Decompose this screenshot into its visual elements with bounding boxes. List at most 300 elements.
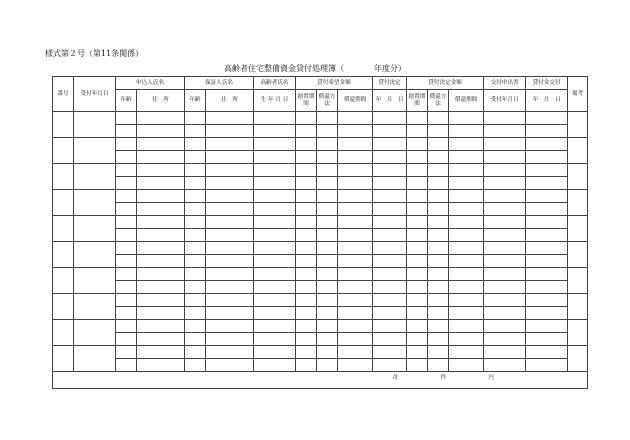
record-cell[interactable] <box>338 112 373 125</box>
record-cell[interactable] <box>185 333 206 346</box>
record-cell[interactable] <box>116 307 137 320</box>
record-cell[interactable] <box>526 151 568 164</box>
record-cell[interactable] <box>206 138 254 151</box>
record-cell[interactable] <box>185 229 206 242</box>
record-cell[interactable] <box>206 320 254 333</box>
record-cell[interactable] <box>137 229 185 242</box>
record-cell[interactable] <box>317 164 338 177</box>
record-cell[interactable] <box>373 112 407 125</box>
record-cell[interactable] <box>484 242 526 255</box>
record-remarks-cell[interactable] <box>568 138 588 164</box>
record-cell[interactable] <box>373 151 407 164</box>
record-cell[interactable] <box>137 307 185 320</box>
record-cell[interactable] <box>407 294 428 307</box>
record-cell[interactable] <box>526 307 568 320</box>
record-cell[interactable] <box>338 307 373 320</box>
record-cell[interactable] <box>185 151 206 164</box>
record-cell[interactable] <box>526 346 568 359</box>
record-cell[interactable] <box>137 294 185 307</box>
record-cell[interactable] <box>254 242 296 255</box>
record-no-cell[interactable] <box>53 138 74 164</box>
record-cell[interactable] <box>449 164 484 177</box>
record-cell[interactable] <box>317 281 338 294</box>
record-cell[interactable] <box>484 346 526 359</box>
record-cell[interactable] <box>137 203 185 216</box>
record-no-cell[interactable] <box>53 346 74 372</box>
record-cell[interactable] <box>526 164 568 177</box>
record-received-date-cell[interactable] <box>74 216 116 242</box>
record-cell[interactable] <box>137 255 185 268</box>
record-cell[interactable] <box>206 359 254 372</box>
record-no-cell[interactable] <box>53 216 74 242</box>
record-cell[interactable] <box>484 333 526 346</box>
record-cell[interactable] <box>526 294 568 307</box>
record-cell[interactable] <box>526 281 568 294</box>
record-cell[interactable] <box>449 125 484 138</box>
record-cell[interactable] <box>137 177 185 190</box>
record-received-date-cell[interactable] <box>74 294 116 320</box>
record-cell[interactable] <box>317 294 338 307</box>
record-remarks-cell[interactable] <box>568 190 588 216</box>
record-cell[interactable] <box>449 320 484 333</box>
record-cell[interactable] <box>254 268 296 281</box>
record-cell[interactable] <box>116 190 137 203</box>
record-cell[interactable] <box>373 229 407 242</box>
record-cell[interactable] <box>206 242 254 255</box>
record-cell[interactable] <box>296 346 317 359</box>
record-cell[interactable] <box>373 307 407 320</box>
record-cell[interactable] <box>317 112 338 125</box>
record-cell[interactable] <box>526 190 568 203</box>
record-cell[interactable] <box>338 359 373 372</box>
record-cell[interactable] <box>317 346 338 359</box>
record-cell[interactable] <box>137 125 185 138</box>
record-cell[interactable] <box>296 307 317 320</box>
record-cell[interactable] <box>116 320 137 333</box>
record-cell[interactable] <box>137 216 185 229</box>
record-cell[interactable] <box>373 333 407 346</box>
record-cell[interactable] <box>338 333 373 346</box>
record-cell[interactable] <box>526 333 568 346</box>
record-remarks-cell[interactable] <box>568 112 588 138</box>
record-cell[interactable] <box>407 307 428 320</box>
record-no-cell[interactable] <box>53 242 74 268</box>
record-cell[interactable] <box>185 307 206 320</box>
record-cell[interactable] <box>449 229 484 242</box>
record-cell[interactable] <box>428 307 449 320</box>
record-cell[interactable] <box>317 125 338 138</box>
record-cell[interactable] <box>137 151 185 164</box>
record-cell[interactable] <box>449 216 484 229</box>
record-cell[interactable] <box>296 281 317 294</box>
record-cell[interactable] <box>526 242 568 255</box>
record-cell[interactable] <box>185 177 206 190</box>
record-cell[interactable] <box>484 359 526 372</box>
record-cell[interactable] <box>338 216 373 229</box>
record-cell[interactable] <box>185 346 206 359</box>
record-cell[interactable] <box>116 346 137 359</box>
record-cell[interactable] <box>373 216 407 229</box>
record-cell[interactable] <box>185 294 206 307</box>
record-cell[interactable] <box>338 346 373 359</box>
record-cell[interactable] <box>116 281 137 294</box>
record-cell[interactable] <box>116 229 137 242</box>
record-cell[interactable] <box>317 268 338 281</box>
record-cell[interactable] <box>407 255 428 268</box>
record-cell[interactable] <box>206 346 254 359</box>
record-cell[interactable] <box>484 190 526 203</box>
record-cell[interactable] <box>206 268 254 281</box>
record-cell[interactable] <box>526 138 568 151</box>
record-cell[interactable] <box>428 229 449 242</box>
record-cell[interactable] <box>254 229 296 242</box>
record-cell[interactable] <box>449 281 484 294</box>
record-cell[interactable] <box>449 359 484 372</box>
record-received-date-cell[interactable] <box>74 138 116 164</box>
record-cell[interactable] <box>407 203 428 216</box>
record-received-date-cell[interactable] <box>74 190 116 216</box>
record-cell[interactable] <box>185 190 206 203</box>
record-cell[interactable] <box>428 190 449 203</box>
record-cell[interactable] <box>317 333 338 346</box>
record-cell[interactable] <box>338 203 373 216</box>
record-cell[interactable] <box>526 229 568 242</box>
record-received-date-cell[interactable] <box>74 320 116 346</box>
record-cell[interactable] <box>428 164 449 177</box>
record-cell[interactable] <box>484 125 526 138</box>
record-cell[interactable] <box>428 281 449 294</box>
record-remarks-cell[interactable] <box>568 242 588 268</box>
record-cell[interactable] <box>116 216 137 229</box>
record-cell[interactable] <box>116 125 137 138</box>
record-received-date-cell[interactable] <box>74 268 116 294</box>
record-received-date-cell[interactable] <box>74 164 116 190</box>
record-cell[interactable] <box>254 333 296 346</box>
record-remarks-cell[interactable] <box>568 346 588 372</box>
record-cell[interactable] <box>449 190 484 203</box>
record-cell[interactable] <box>373 346 407 359</box>
record-cell[interactable] <box>206 255 254 268</box>
record-cell[interactable] <box>137 281 185 294</box>
record-cell[interactable] <box>317 177 338 190</box>
record-cell[interactable] <box>206 125 254 138</box>
record-cell[interactable] <box>526 320 568 333</box>
record-cell[interactable] <box>185 242 206 255</box>
record-cell[interactable] <box>373 255 407 268</box>
record-cell[interactable] <box>449 112 484 125</box>
record-cell[interactable] <box>254 320 296 333</box>
record-cell[interactable] <box>484 164 526 177</box>
record-cell[interactable] <box>407 164 428 177</box>
record-cell[interactable] <box>338 125 373 138</box>
record-cell[interactable] <box>317 359 338 372</box>
record-cell[interactable] <box>428 177 449 190</box>
record-cell[interactable] <box>338 151 373 164</box>
record-cell[interactable] <box>484 281 526 294</box>
record-cell[interactable] <box>449 307 484 320</box>
record-cell[interactable] <box>317 229 338 242</box>
record-cell[interactable] <box>428 359 449 372</box>
record-cell[interactable] <box>338 320 373 333</box>
record-cell[interactable] <box>449 203 484 216</box>
record-cell[interactable] <box>526 112 568 125</box>
record-cell[interactable] <box>296 164 317 177</box>
record-cell[interactable] <box>449 151 484 164</box>
record-cell[interactable] <box>484 138 526 151</box>
record-cell[interactable] <box>185 320 206 333</box>
record-cell[interactable] <box>296 125 317 138</box>
record-cell[interactable] <box>484 307 526 320</box>
record-cell[interactable] <box>373 164 407 177</box>
record-cell[interactable] <box>185 359 206 372</box>
record-cell[interactable] <box>428 294 449 307</box>
record-cell[interactable] <box>428 242 449 255</box>
record-cell[interactable] <box>484 229 526 242</box>
record-cell[interactable] <box>373 268 407 281</box>
record-cell[interactable] <box>296 138 317 151</box>
record-cell[interactable] <box>137 333 185 346</box>
record-cell[interactable] <box>206 281 254 294</box>
record-cell[interactable] <box>407 359 428 372</box>
record-cell[interactable] <box>407 112 428 125</box>
record-cell[interactable] <box>449 346 484 359</box>
record-cell[interactable] <box>116 151 137 164</box>
record-cell[interactable] <box>137 268 185 281</box>
record-cell[interactable] <box>254 138 296 151</box>
record-cell[interactable] <box>526 216 568 229</box>
record-cell[interactable] <box>254 281 296 294</box>
record-cell[interactable] <box>116 242 137 255</box>
record-cell[interactable] <box>116 112 137 125</box>
record-cell[interactable] <box>484 268 526 281</box>
record-cell[interactable] <box>254 190 296 203</box>
record-cell[interactable] <box>206 229 254 242</box>
record-cell[interactable] <box>185 281 206 294</box>
record-cell[interactable] <box>317 151 338 164</box>
record-cell[interactable] <box>526 125 568 138</box>
record-cell[interactable] <box>116 268 137 281</box>
record-cell[interactable] <box>407 268 428 281</box>
record-cell[interactable] <box>484 151 526 164</box>
record-cell[interactable] <box>338 281 373 294</box>
record-cell[interactable] <box>407 333 428 346</box>
record-cell[interactable] <box>317 138 338 151</box>
record-no-cell[interactable] <box>53 268 74 294</box>
record-cell[interactable] <box>407 177 428 190</box>
record-cell[interactable] <box>296 242 317 255</box>
record-cell[interactable] <box>116 203 137 216</box>
record-cell[interactable] <box>206 190 254 203</box>
record-cell[interactable] <box>296 112 317 125</box>
record-cell[interactable] <box>407 138 428 151</box>
record-cell[interactable] <box>373 320 407 333</box>
record-remarks-cell[interactable] <box>568 164 588 190</box>
record-cell[interactable] <box>449 242 484 255</box>
record-remarks-cell[interactable] <box>568 320 588 346</box>
record-cell[interactable] <box>116 177 137 190</box>
record-cell[interactable] <box>449 138 484 151</box>
record-cell[interactable] <box>296 268 317 281</box>
record-no-cell[interactable] <box>53 320 74 346</box>
record-remarks-cell[interactable] <box>568 216 588 242</box>
record-no-cell[interactable] <box>53 294 74 320</box>
record-no-cell[interactable] <box>53 190 74 216</box>
record-cell[interactable] <box>484 320 526 333</box>
record-cell[interactable] <box>526 177 568 190</box>
record-cell[interactable] <box>137 164 185 177</box>
record-cell[interactable] <box>407 125 428 138</box>
record-cell[interactable] <box>116 294 137 307</box>
record-no-cell[interactable] <box>53 164 74 190</box>
record-cell[interactable] <box>449 177 484 190</box>
record-cell[interactable] <box>254 294 296 307</box>
record-cell[interactable] <box>317 320 338 333</box>
record-cell[interactable] <box>206 151 254 164</box>
record-cell[interactable] <box>296 320 317 333</box>
record-cell[interactable] <box>137 190 185 203</box>
record-cell[interactable] <box>254 307 296 320</box>
record-cell[interactable] <box>407 281 428 294</box>
record-cell[interactable] <box>296 333 317 346</box>
record-cell[interactable] <box>185 203 206 216</box>
record-cell[interactable] <box>373 138 407 151</box>
record-cell[interactable] <box>407 151 428 164</box>
record-cell[interactable] <box>373 125 407 138</box>
record-cell[interactable] <box>373 294 407 307</box>
record-cell[interactable] <box>296 216 317 229</box>
record-cell[interactable] <box>185 216 206 229</box>
record-cell[interactable] <box>317 190 338 203</box>
record-cell[interactable] <box>254 203 296 216</box>
record-cell[interactable] <box>373 190 407 203</box>
record-cell[interactable] <box>449 333 484 346</box>
record-cell[interactable] <box>407 320 428 333</box>
record-cell[interactable] <box>206 294 254 307</box>
record-received-date-cell[interactable] <box>74 242 116 268</box>
record-received-date-cell[interactable] <box>74 346 116 372</box>
record-cell[interactable] <box>428 151 449 164</box>
record-cell[interactable] <box>407 216 428 229</box>
record-cell[interactable] <box>254 125 296 138</box>
record-cell[interactable] <box>254 164 296 177</box>
record-cell[interactable] <box>338 177 373 190</box>
record-cell[interactable] <box>137 346 185 359</box>
record-cell[interactable] <box>428 125 449 138</box>
record-cell[interactable] <box>373 177 407 190</box>
record-cell[interactable] <box>449 255 484 268</box>
record-cell[interactable] <box>296 294 317 307</box>
record-cell[interactable] <box>296 177 317 190</box>
record-cell[interactable] <box>254 177 296 190</box>
record-cell[interactable] <box>206 333 254 346</box>
record-cell[interactable] <box>338 255 373 268</box>
record-cell[interactable] <box>137 359 185 372</box>
record-cell[interactable] <box>206 307 254 320</box>
record-cell[interactable] <box>137 242 185 255</box>
record-cell[interactable] <box>526 255 568 268</box>
record-cell[interactable] <box>254 216 296 229</box>
record-cell[interactable] <box>428 320 449 333</box>
record-cell[interactable] <box>428 203 449 216</box>
record-cell[interactable] <box>296 151 317 164</box>
record-cell[interactable] <box>317 307 338 320</box>
record-cell[interactable] <box>338 294 373 307</box>
record-cell[interactable] <box>484 294 526 307</box>
record-cell[interactable] <box>296 203 317 216</box>
record-cell[interactable] <box>317 216 338 229</box>
record-cell[interactable] <box>254 346 296 359</box>
record-cell[interactable] <box>317 255 338 268</box>
record-cell[interactable] <box>526 268 568 281</box>
record-cell[interactable] <box>338 138 373 151</box>
record-cell[interactable] <box>137 112 185 125</box>
record-cell[interactable] <box>317 242 338 255</box>
record-cell[interactable] <box>185 255 206 268</box>
record-cell[interactable] <box>254 359 296 372</box>
record-cell[interactable] <box>373 242 407 255</box>
record-remarks-cell[interactable] <box>568 268 588 294</box>
record-cell[interactable] <box>484 177 526 190</box>
record-cell[interactable] <box>407 190 428 203</box>
record-cell[interactable] <box>428 268 449 281</box>
record-remarks-cell[interactable] <box>568 294 588 320</box>
record-cell[interactable] <box>185 125 206 138</box>
record-cell[interactable] <box>254 112 296 125</box>
record-cell[interactable] <box>428 138 449 151</box>
record-cell[interactable] <box>206 216 254 229</box>
record-cell[interactable] <box>206 203 254 216</box>
record-cell[interactable] <box>428 333 449 346</box>
record-cell[interactable] <box>254 255 296 268</box>
record-cell[interactable] <box>526 359 568 372</box>
record-cell[interactable] <box>484 216 526 229</box>
record-cell[interactable] <box>116 138 137 151</box>
record-cell[interactable] <box>137 320 185 333</box>
record-cell[interactable] <box>449 294 484 307</box>
record-cell[interactable] <box>338 229 373 242</box>
record-cell[interactable] <box>185 138 206 151</box>
record-cell[interactable] <box>373 359 407 372</box>
record-cell[interactable] <box>407 229 428 242</box>
record-cell[interactable] <box>116 333 137 346</box>
record-cell[interactable] <box>338 164 373 177</box>
record-cell[interactable] <box>206 164 254 177</box>
record-cell[interactable] <box>296 359 317 372</box>
record-cell[interactable] <box>296 255 317 268</box>
record-cell[interactable] <box>373 203 407 216</box>
record-cell[interactable] <box>338 242 373 255</box>
record-cell[interactable] <box>484 112 526 125</box>
record-cell[interactable] <box>185 164 206 177</box>
record-cell[interactable] <box>373 281 407 294</box>
record-cell[interactable] <box>407 242 428 255</box>
record-cell[interactable] <box>428 255 449 268</box>
record-cell[interactable] <box>428 216 449 229</box>
record-cell[interactable] <box>185 268 206 281</box>
record-cell[interactable] <box>137 138 185 151</box>
record-cell[interactable] <box>296 229 317 242</box>
record-cell[interactable] <box>206 112 254 125</box>
record-cell[interactable] <box>338 190 373 203</box>
record-cell[interactable] <box>428 346 449 359</box>
record-cell[interactable] <box>338 268 373 281</box>
record-cell[interactable] <box>484 203 526 216</box>
record-cell[interactable] <box>116 255 137 268</box>
record-cell[interactable] <box>185 112 206 125</box>
record-cell[interactable] <box>206 177 254 190</box>
record-no-cell[interactable] <box>53 112 74 138</box>
record-cell[interactable] <box>317 203 338 216</box>
